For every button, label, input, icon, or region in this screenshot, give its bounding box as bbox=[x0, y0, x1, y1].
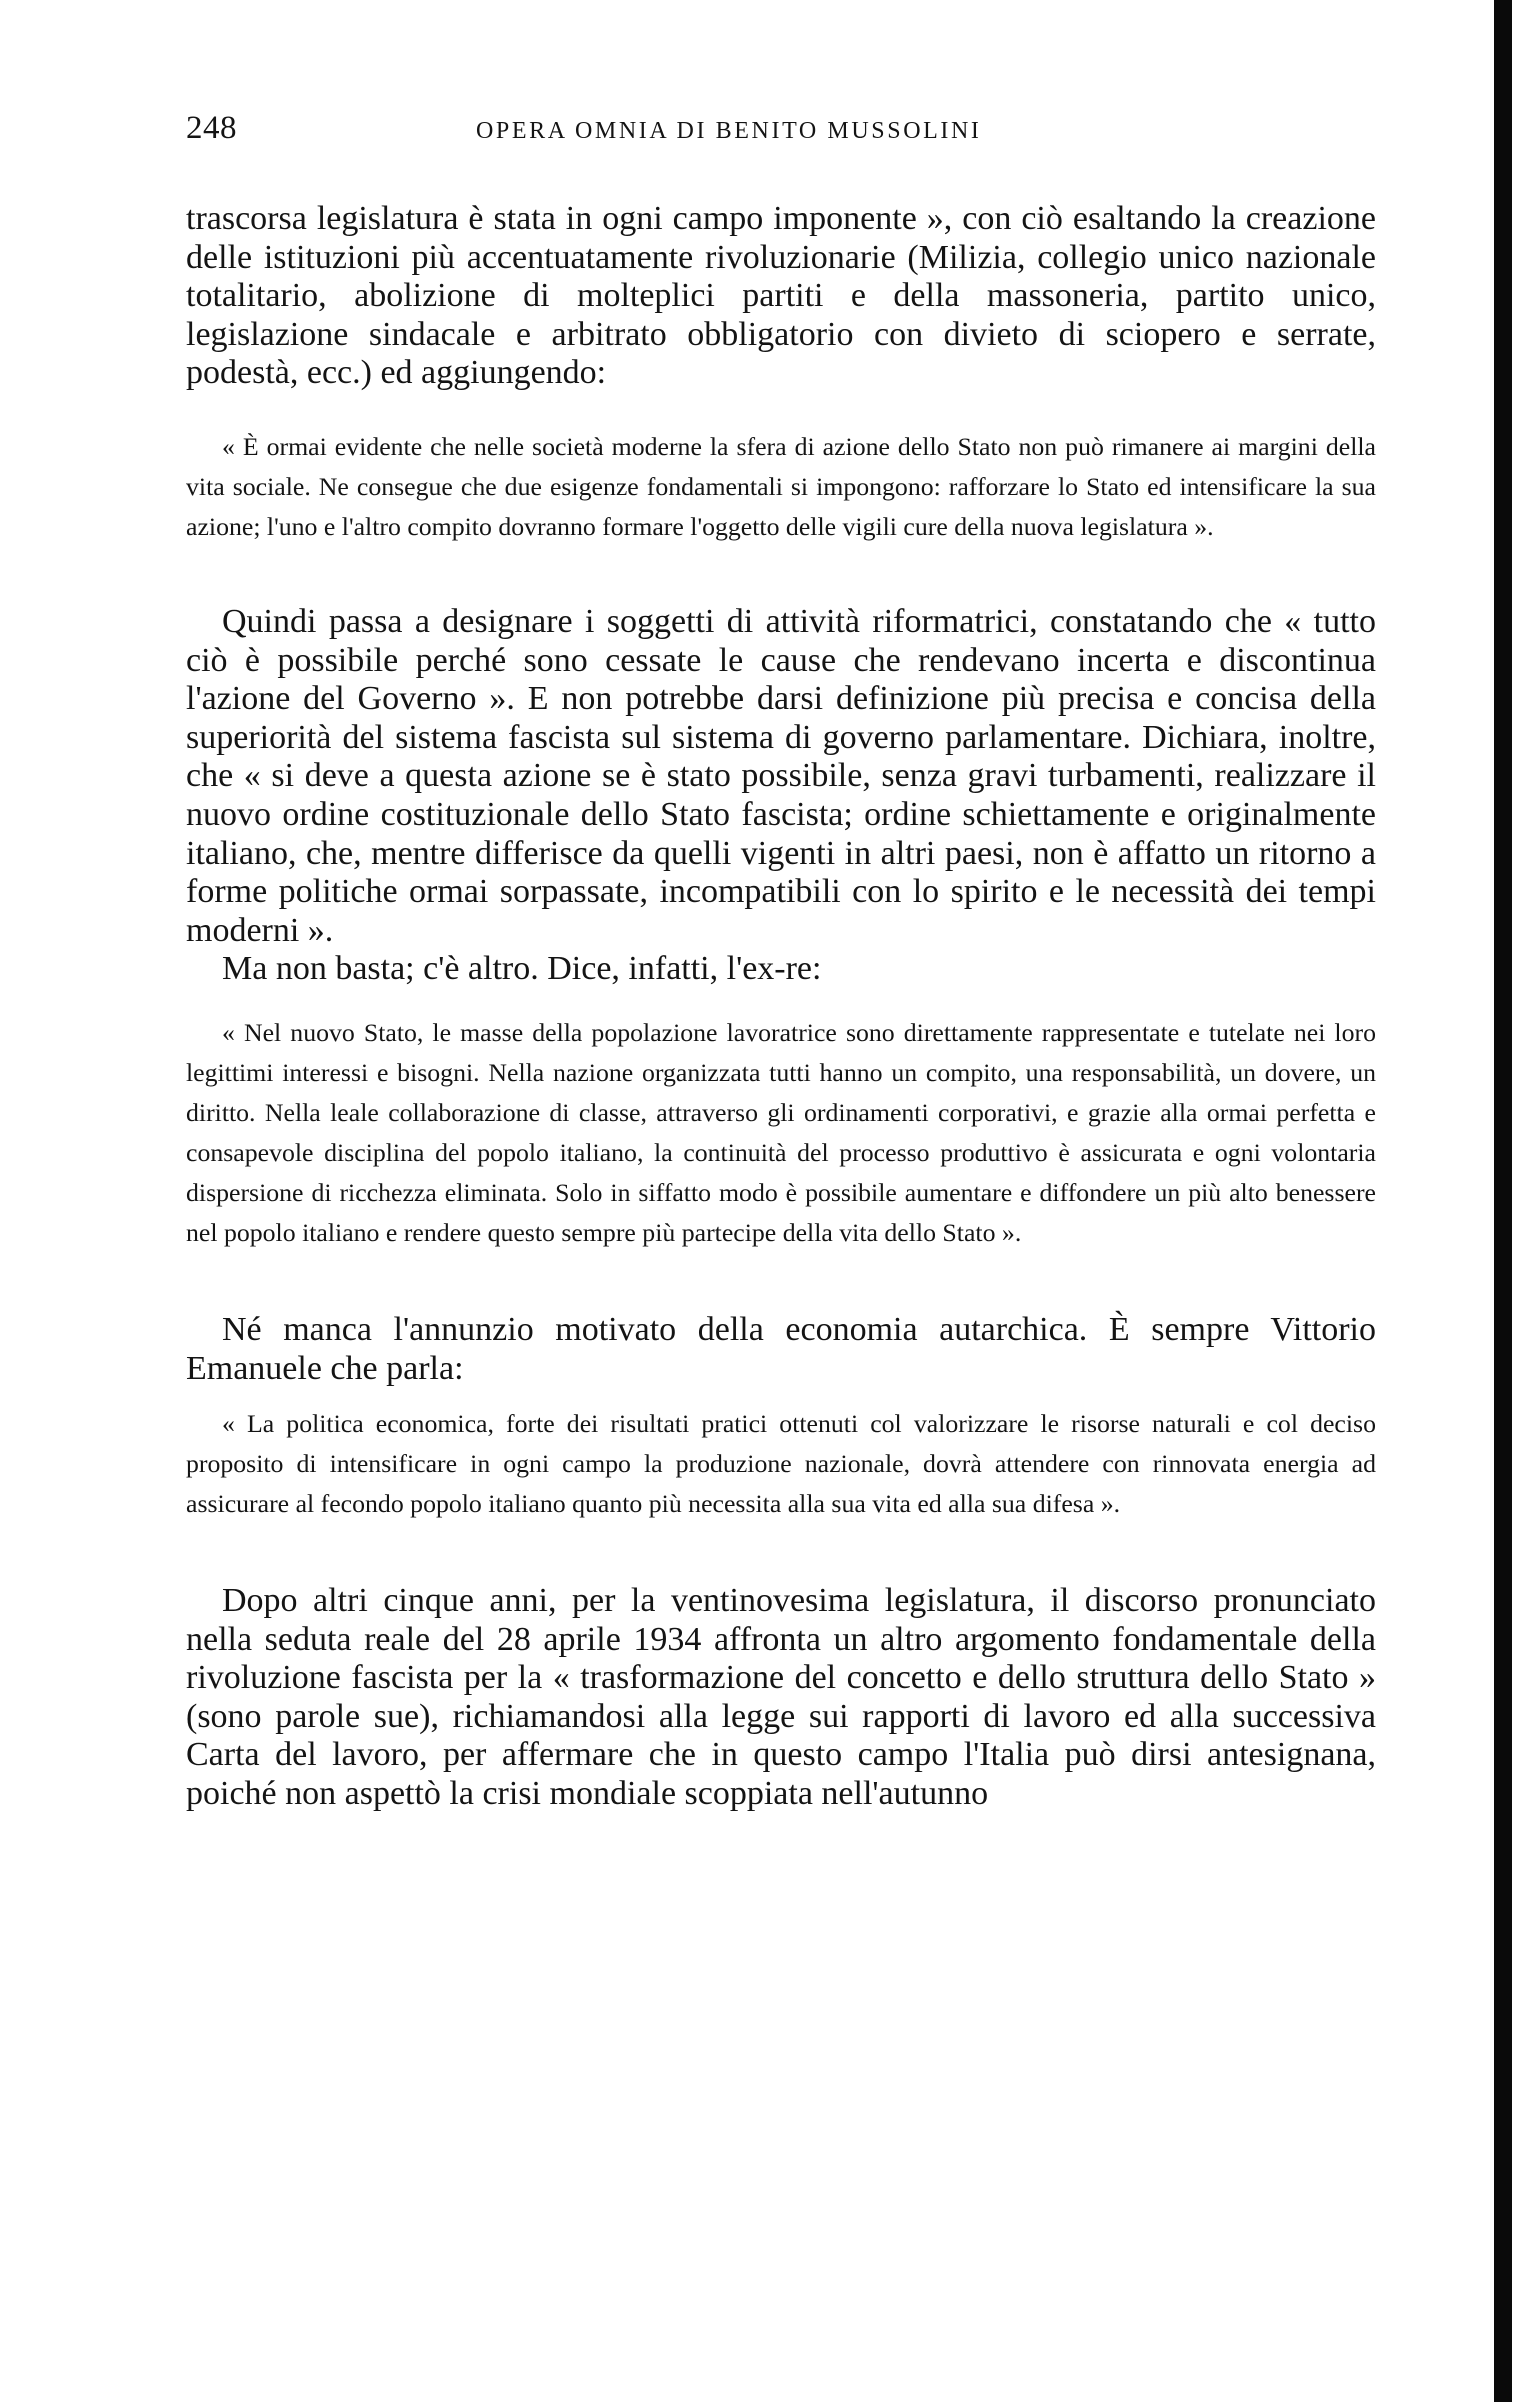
quote-block-3: « La politica economica, forte dei risultati pratici ottenuti col valorizzare le risorse naturali e col deciso proposito di intensificare in ogni campo la produzione nazionale, dovrà attendere con rinnovata energia ad assicurare al fecondo popolo italiano quanto più necessita alla sua vita ed alla sua difesa ». bbox=[186, 1409, 1376, 1519]
scan-edge-bar bbox=[1494, 0, 1512, 2402]
running-head bbox=[186, 110, 1376, 170]
book-page bbox=[186, 110, 1376, 1814]
quote-block-1: « È ormai evidente che nelle società moderne la sfera di azione dello Stato non può rimanere ai margini della vita sociale. Ne consegue che due esigenze fondamentali si impongono: rafforzare lo Stato ed intensificare la sua azione; l'uno e l'altro compito dovranno formare l'oggetto delle vigili cure della nuova legislatura ». bbox=[186, 431, 1376, 541]
paragraph-4: Né manca l'annunzio motivato della economia autarchica. È sempre Vittorio Emanuele che parla: bbox=[186, 1310, 1376, 1387]
paragraph-3: Ma non basta; c'è altro. Dice, infatti, l'ex-re: bbox=[222, 950, 822, 988]
page-number: 248 bbox=[186, 110, 237, 146]
running-title: OPERA OMNIA DI BENITO MUSSOLINI bbox=[476, 118, 982, 144]
paragraph-1: trascorsa legislatura è stata in ogni campo imponente », con ciò esaltando la creazione delle istituzioni più accentuatamente rivoluzionarie (Milizia, collegio unico nazionale totalitario, abolizione di molteplici partiti e della massoneria, partito unico, legislazione sindacale e arbitrato obbligatorio con divieto di sciopero e serrate, podestà, ecc.) ed aggiungendo: bbox=[186, 200, 1376, 392]
quote-block-2: « Nel nuovo Stato, le masse della popolazione lavoratrice sono direttamente rappresentate e tutelate nei loro legittimi interessi e bisogni. Nella nazione organizzata tutti hanno un compito, una responsabilità, un dovere, un diritto. Nella leale collaborazione di classe, attraverso gli ordinamenti corporativi, e grazie alla ormai perfetta e consapevole disciplina del popolo italiano, la continuità del processo produttivo è assicurata e ogni volontaria dispersione di ricchezza eliminata. Solo in siffatto modo è possibile aumentare e diffondere un più alto benessere nel popolo italiano e rendere questo sempre più partecipe della vita dello Stato ». bbox=[186, 1017, 1376, 1247]
paragraph-5: Dopo altri cinque anni, per la ventinovesima legislatura, il discorso pronunciato nella seduta reale del 28 aprile 1934 affronta un altro argomento fondamentale della rivoluzione fascista per la « trasformazione del concetto e dello struttura dello Stato » (sono parole sue), richiamandosi alla legge sui rapporti di lavoro ed alla successiva Carta del lavoro, per affermare che in questo campo l'Italia può dirsi antesignana, poiché non aspettò la crisi mondiale scoppiata nell'autunno bbox=[186, 1582, 1376, 1813]
paragraph-2: Quindi passa a designare i soggetti di attività riformatrici, constatando che « tutto ciò è possibile perché sono cessate le cause che rendevano incerta e discontinua l'azione del Governo ». E non potrebbe darsi definizione più precisa e concisa della superiorità del sistema fascista sul sistema di governo parlamentare. Dichiara, inoltre, che « si deve a questa azione se è stato possibile, senza gravi turbamenti, realizzare il nuovo ordine costituzionale dello Stato fascista; ordine schiettamente e originalmente italiano, che, mentre differisce da quelli vigenti in altri paesi, non è affatto un ritorno a forme politiche ormai sorpassate, incompatibili con lo spirito e le necessità dei tempi moderni ». bbox=[186, 602, 1376, 949]
